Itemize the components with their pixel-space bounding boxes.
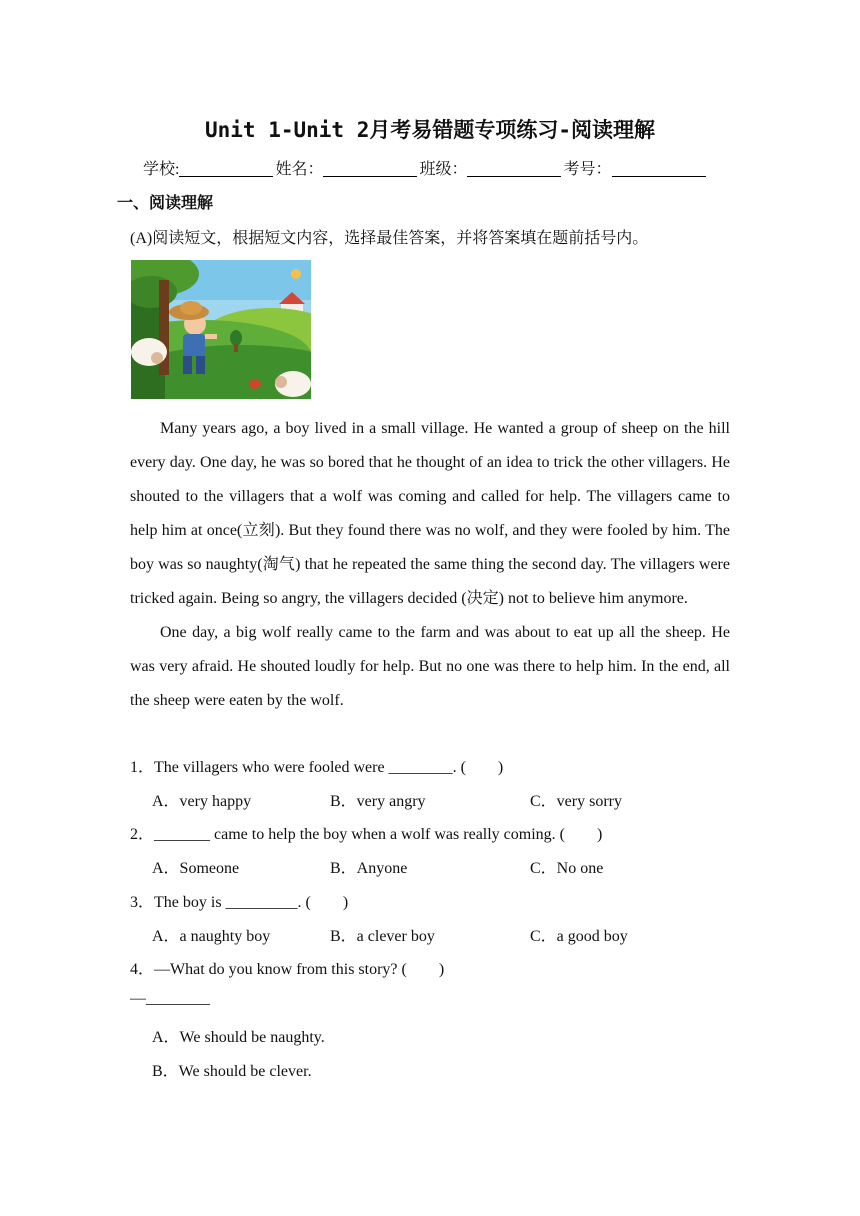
question-3-option-c[interactable]: C．a good boy [530, 928, 628, 945]
boy-shepherd-illustration [131, 260, 311, 399]
name-label: 姓名： [275, 161, 324, 178]
illustration-svg [131, 260, 311, 399]
class-blank[interactable] [467, 160, 561, 177]
school-blank[interactable] [179, 160, 273, 177]
passage-paragraph-2: One day, a big wolf really came to the farm and was about to eat up all the sheep. He was very afraid. He shouted loudly for help. But no one was there to help him. In the end, all the sheep were eaten by the wolf. [130, 624, 730, 709]
class-label: 班级： [419, 161, 468, 178]
question-1-option-c[interactable]: C．very sorry [530, 793, 622, 810]
instruction-text: (A)阅读短文，根据短文内容，选择最佳答案，并将答案填在题前括号内。 [130, 230, 649, 247]
reading-passage [130, 412, 730, 718]
section-heading: 一、阅读理解 [117, 193, 214, 212]
question-4-option-a[interactable]: A．We should be naughty. [152, 1029, 325, 1046]
question-3-option-a[interactable]: A．a naughty boy [152, 928, 271, 945]
name-blank[interactable] [323, 160, 417, 177]
question-1-stem: 1．The villagers who were fooled were ________. ( ) [130, 759, 504, 776]
question-1-option-b[interactable]: B．very angry [330, 793, 426, 810]
page-title: Unit 1-Unit 2月考易错题专项练习-阅读理解 [204, 118, 655, 142]
question-3-stem: 3．The boy is _________. ( ) [130, 894, 349, 911]
question-2-option-b[interactable]: B．Anyone [330, 860, 408, 877]
question-2-option-a[interactable]: A．Someone [152, 860, 240, 877]
question-4-answer-line: —________ [130, 990, 210, 1007]
student-info-row [143, 156, 708, 179]
question-2-stem: 2．_______ came to help the boy when a wolf was really coming. ( ) [130, 826, 603, 843]
question-4-option-b[interactable]: B．We should be clever. [152, 1063, 312, 1080]
number-label: 考号： [563, 161, 612, 178]
question-4-stem: 4．—What do you know from this story? ( ) [130, 961, 445, 978]
question-1-option-a[interactable]: A．very happy [152, 793, 252, 810]
school-label: 学校: [143, 161, 180, 178]
number-blank[interactable] [612, 160, 706, 177]
question-3-option-b[interactable]: B．a clever boy [330, 928, 435, 945]
passage-paragraph-1: Many years ago, a boy lived in a small village. He wanted a group of sheep on the hill every day. One day, he was so bored that he thought of an idea to trick the other villagers. He shouted to the villagers that a wolf was coming and called for help. The villagers came to help him at once(立刻). But they found there was no wolf, and they were fooled by him. The boy was so naughty(淘气) that he repeated the same thing the second day. The villagers were tricked again. Being so angry, the villagers decided (决定) not to believe him anymore. [130, 420, 730, 607]
question-2-option-c[interactable]: C．No one [530, 860, 604, 877]
